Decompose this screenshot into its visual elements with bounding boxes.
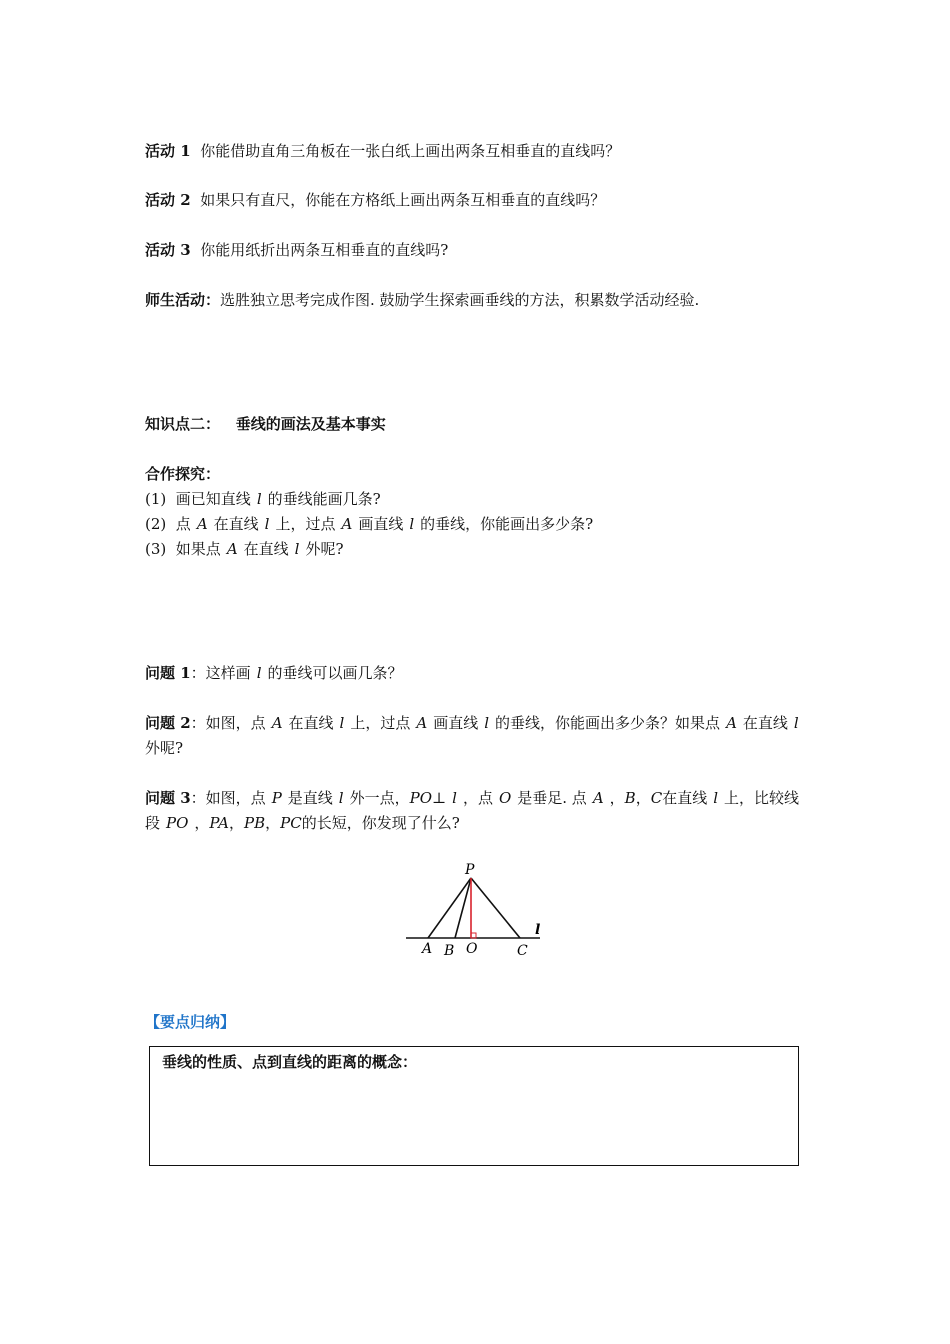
p3-var-l2: l <box>452 789 457 807</box>
q2-text-c: 上，过点 <box>275 515 336 533</box>
q2-text-d: 画直线 <box>358 515 404 533</box>
p1-text-b: 的垂线可以画几条？ <box>267 664 403 682</box>
label-O: O <box>466 941 478 957</box>
key-points-heading: 【要点归纳】 <box>145 1013 236 1031</box>
knowledge-point-title: 垂线的画法及基本事实 <box>235 415 386 433</box>
p3-seg-PA: PA <box>209 814 229 832</box>
p3-comma-2: ， <box>635 789 651 807</box>
q2-text-a: 点 <box>175 515 191 533</box>
p3-text-b: 是直线 <box>287 789 333 807</box>
key-points-box-title: 垂线的性质、点到直线的距离的概念： <box>162 1053 418 1071</box>
q2-var-A2: A <box>341 515 353 533</box>
segment-PC <box>471 878 520 938</box>
p2-text-d: 画直线 <box>433 714 479 732</box>
segment-PB <box>455 878 471 938</box>
q3-num: (3) <box>145 540 167 558</box>
p3-var-O: O <box>498 789 512 807</box>
problem-1 <box>145 661 810 686</box>
p3-var-A: A <box>592 789 604 807</box>
q3-text-c: 外呢? <box>305 540 344 558</box>
knowledge-point-heading <box>145 412 810 437</box>
q2-var-l2: l <box>409 515 415 533</box>
teacher-activity-text: 选胜独立思考完成作图. 鼓励学生探索画垂线的方法，积累数学活动经验. <box>220 291 700 309</box>
p3-comma-1: ， <box>609 789 625 807</box>
cooperation-title: 合作探究： <box>145 465 221 483</box>
p3-text-h: 的长短，你发现了什么? <box>301 814 460 832</box>
p2-var-A2: A <box>416 714 428 732</box>
p3-var-C: C <box>650 789 663 807</box>
q1-text-b: 的垂线能画几条? <box>267 490 381 508</box>
q3-text-a: 如果点 <box>175 540 221 558</box>
problem-3-label: 问题 3 <box>145 789 191 807</box>
p3-var-l3: l <box>713 789 719 807</box>
p2-var-A3: A <box>726 714 737 732</box>
p3-seg-PB: PB <box>244 814 266 832</box>
p3-var-P: P <box>271 789 282 807</box>
activity-1 <box>145 139 810 164</box>
p3-text-e: 是垂足. 点 <box>517 789 587 807</box>
p3-sep-1: ， <box>194 814 210 832</box>
activity-2 <box>145 188 810 213</box>
perpendicular-figure <box>400 858 550 963</box>
q3-var-l: l <box>294 540 300 558</box>
problem-3 <box>145 786 810 836</box>
p3-var-PO: PO <box>409 789 433 807</box>
p2-var-l: l <box>339 714 345 732</box>
label-A: A <box>422 941 433 957</box>
cooperation-q1 <box>145 487 810 512</box>
problem-1-label: 问题 1 <box>145 664 191 682</box>
p3-seg-PO: PO <box>166 814 189 832</box>
p2-text-b: 在直线 <box>288 714 334 732</box>
label-l: l <box>535 922 541 938</box>
p2-text-g: 外呢? <box>145 739 184 757</box>
p1-var-l: l <box>256 664 262 682</box>
q2-num: (2) <box>145 515 167 533</box>
q1-text-a: 画已知直线 <box>175 490 251 508</box>
teacher-activity-label: 师生活动： <box>145 291 221 309</box>
p2-var-A: A <box>271 714 283 732</box>
activity-1-text: 你能借助直角三角板在一张白纸上画出两条互相垂直的直线吗？ <box>200 142 621 160</box>
q2-var-A: A <box>196 515 208 533</box>
p3-text-a: ：如图，点 <box>190 789 266 807</box>
segment-PA <box>428 878 471 938</box>
key-points-box <box>149 1046 799 1166</box>
q1-num: (1) <box>145 490 167 508</box>
p2-var-l2: l <box>484 714 490 732</box>
p2-text-a: ：如图，点 <box>190 714 266 732</box>
activity-3 <box>145 238 810 263</box>
cooperation-q2 <box>145 512 810 537</box>
label-C: C <box>517 943 528 959</box>
p3-text-d: ，点 <box>462 789 493 807</box>
p3-seg-PC: PC <box>280 814 302 832</box>
activity-2-text: 如果只有直尺，你能在方格纸上画出两条互相垂直的直线吗？ <box>200 191 606 209</box>
activity-3-text: 你能用纸折出两条互相垂直的直线吗? <box>200 241 449 259</box>
p2-text-e: 的垂线，你能画出多少条？如果点 <box>495 714 721 732</box>
p3-sep-3: ， <box>265 814 281 832</box>
label-P: P <box>465 862 475 878</box>
activity-3-label: 活动 3 <box>145 241 191 259</box>
p3-var-B: B <box>624 789 636 807</box>
problem-2-label: 问题 2 <box>145 714 191 732</box>
p3-sep-2: ， <box>228 814 244 832</box>
p2-text-c: 上，过点 <box>350 714 411 732</box>
p1-text-a: ：这样画 <box>190 664 251 682</box>
p2-var-l3: l <box>793 714 799 732</box>
q1-var-l: l <box>256 490 262 508</box>
teacher-activity <box>145 288 810 313</box>
p2-text-f: 在直线 <box>742 714 788 732</box>
p3-text-g: 上，比较线段 <box>145 789 800 832</box>
p3-var-l: l <box>338 789 344 807</box>
problem-2 <box>145 711 810 761</box>
q3-var-A: A <box>226 540 238 558</box>
q2-var-l: l <box>264 515 270 533</box>
label-B: B <box>444 943 455 959</box>
p3-perp-symbol: ⊥ <box>432 789 447 807</box>
activity-2-label: 活动 2 <box>145 191 191 209</box>
p3-text-c: 外一点， <box>349 789 410 807</box>
knowledge-point-label: 知识点二： <box>145 415 221 433</box>
cooperation-q3 <box>145 537 810 562</box>
p3-text-f: 在直线 <box>662 789 708 807</box>
q2-text-e: 的垂线，你能画出多少条? <box>420 515 594 533</box>
activity-1-label: 活动 1 <box>145 142 191 160</box>
q2-text-b: 在直线 <box>213 515 259 533</box>
q3-text-b: 在直线 <box>243 540 289 558</box>
